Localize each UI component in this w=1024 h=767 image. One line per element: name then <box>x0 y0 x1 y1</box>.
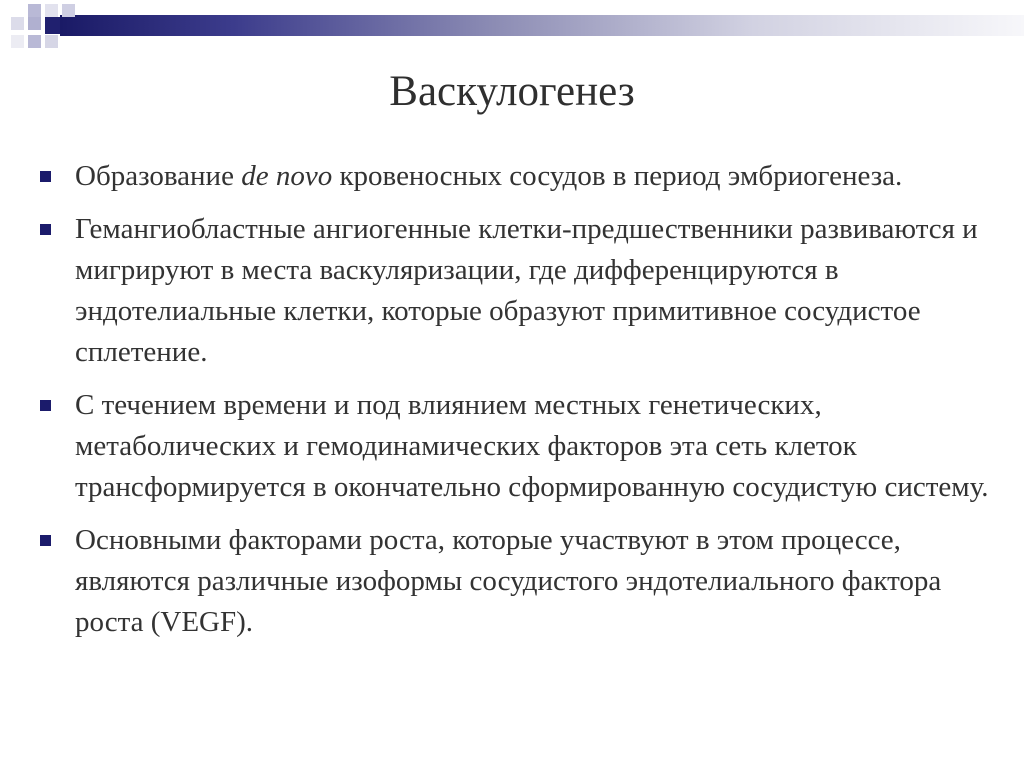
bullet-text: Гемангиобластные ангиогенные клетки-предшественники развиваются и мигрируют в места васкуляризации, где дифференцируются в эндотелиальные клетки, которые образуют примитивное сосудистое сплетение. <box>75 213 978 368</box>
slide-title: Васкулогенез <box>389 68 635 115</box>
square-bullet-icon <box>40 224 51 235</box>
square-bullet-icon <box>40 535 51 546</box>
bullet-text: Основными факторами роста, которые участвуют в этом процессе, являются различные изоформы сосудистого эндотелиального фактора роста (VEGF). <box>75 524 942 638</box>
bullet-text: С течением времени и под влиянием местных генетических, метаболических и гемодинамических факторов эта сеть клеток трансформируется в окончательно сформированную сосудистую систему. <box>75 389 989 503</box>
bullet-text-after: кровеносных сосудов в период эмбриогенеза. <box>332 160 903 192</box>
bullet-item <box>40 156 1000 197</box>
decor-square <box>11 17 24 30</box>
bullet-list <box>40 156 1000 655</box>
decor-square <box>28 35 41 48</box>
bullet-item <box>40 520 1000 643</box>
bullet-text-before: Образование <box>75 160 242 192</box>
decor-square <box>45 35 58 48</box>
square-bullet-icon <box>40 171 51 182</box>
decor-square <box>62 4 75 17</box>
decor-square <box>28 4 41 17</box>
decor-square <box>45 17 60 34</box>
bullet-item <box>40 209 1000 373</box>
decor-square <box>28 17 41 30</box>
header-decoration-bar <box>60 15 1024 36</box>
decor-square <box>11 35 24 48</box>
square-bullet-icon <box>40 400 51 411</box>
bullet-text-italic: de novo <box>241 160 333 192</box>
bullet-item <box>40 385 1000 508</box>
decor-square <box>45 4 58 17</box>
